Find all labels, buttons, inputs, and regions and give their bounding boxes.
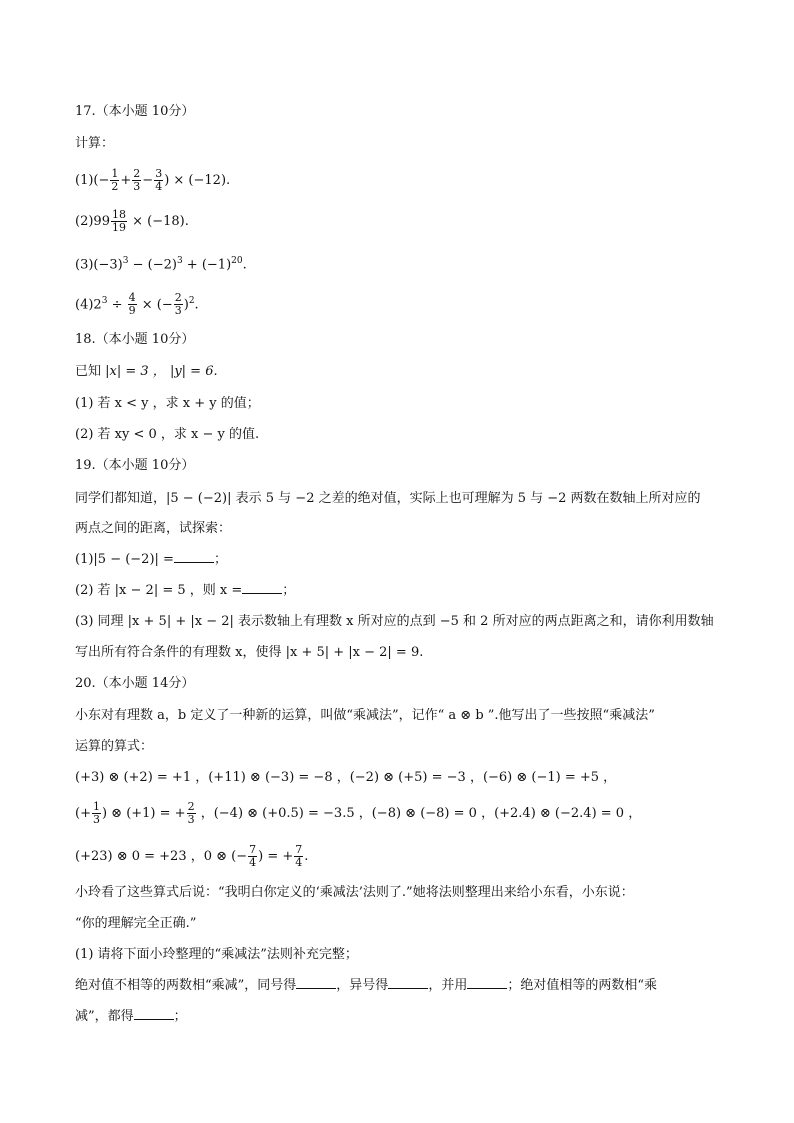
q19-text-1: 同学们都知道，|5 − (−2)| 表示 5 与 −2 之差的绝对值，实际上也可理解为 5 与 −2 两数在数轴上所对应的	[75, 491, 701, 506]
q20-text-2: 运算的算式：	[75, 739, 154, 754]
q17-intro: 计算：	[75, 136, 115, 151]
q19-part-2: (2) 若 |x − 2| = 5 ，则 x = ；	[75, 583, 296, 598]
q19-part-1: (1)|5 − (−2)| = ；	[75, 552, 227, 567]
q20-examples-1: (+3) ⊗ (+2) = +1 ，(+11) ⊗ (−3) = −8 ，(−2) ⊗ (+5) = −3 ，(−6) ⊗ (−1) = +5 ，	[75, 770, 617, 785]
q19-part-3a: (3) 同理 |x + 5| + |x − 2| 表示数轴上有理数 x 所对应的点到 −5 和 2 所对应的两点距离之和，请你利用数轴	[75, 614, 714, 629]
answer-blank[interactable]	[467, 976, 507, 989]
q20-rule-line-2: 减”，都得 ；	[75, 1009, 187, 1024]
q20-heading: 20.（本小题 14分）	[75, 676, 195, 691]
q20-part-1: (1) 请将下面小玲整理的“乘减法”法则补充完整；	[75, 947, 358, 962]
q17-item-2: (2)99 $\frac{18}{19}$ × (−18).	[75, 208, 189, 234]
q18-given: 已知 |x| = 3 ， |y| = 6.	[75, 364, 218, 379]
q20-examples-3: (+23) ⊗ 0 = +23 ，0 ⊗ (− $\frac{7}{4}$ ) = + $\frac{7}{4}$ .	[75, 843, 309, 869]
answer-blank[interactable]	[388, 976, 428, 989]
q18-heading: 18.（本小题 10分）	[75, 332, 195, 347]
q17-item-3: $(3)(-3)^3 - (-2)^3 + (-1)^{20}$.	[75, 256, 247, 273]
q19-heading: 19.（本小题 10分）	[75, 458, 195, 473]
q19-text-2: 两点之间的距离，试探索：	[75, 521, 232, 536]
q20-examples-2: (+ $\frac{1}{3}$ ) ⊗ (+1) = + $\frac{2}{3}$ ，(−4) ⊗ (+0.5) = −3.5 ，(−8) ⊗ (−8) = 0 ，(+2.4) ⊗ (−2.4) = 0 ，	[75, 800, 642, 826]
q18-part-1: (1) 若 x < y ，求 x + y 的值；	[75, 396, 260, 411]
answer-blank[interactable]	[174, 550, 214, 563]
answer-blank[interactable]	[296, 976, 336, 989]
q20-text-1: 小东对有理数 a，b 定义了一种新的运算，叫做“乘减法”，记作“ a ⊗ b ”.他写出了一些按照“乘减法”	[75, 708, 655, 723]
q20-text-4: 小玲看了这些算式后说：“我明白你定义的‘乘减法’法则了.”她将法则整理出来给小东看，小东说：	[75, 885, 634, 900]
q17-item-1: (1)(− $\frac{1}{2}$ + $\frac{2}{3}$ − $\frac{3}{4}$ ) × (−12).	[75, 167, 231, 193]
answer-blank[interactable]	[134, 1007, 174, 1020]
q19-part-3b: 写出所有符合条件的有理数 x，使得 |x + 5| + |x − 2| = 9.	[75, 645, 424, 660]
answer-blank[interactable]	[242, 581, 282, 594]
q17-heading: 17.（本小题 10分）	[75, 104, 195, 119]
q17-item-4: $(4)2^3$ ÷ $\frac{4}{9}$ × (− $\frac{2}{3}$ )$^2$.	[75, 291, 199, 318]
q20-rule-line-1: 绝对值不相等的两数相“乘减”，同号得 ，异号得 ，并用 ；绝对值相等的两数相“乘	[75, 978, 657, 993]
q18-part-2: (2) 若 xy < 0 ，求 x − y 的值.	[75, 427, 260, 442]
q20-text-5: “你的理解完全正确.”	[75, 916, 197, 931]
